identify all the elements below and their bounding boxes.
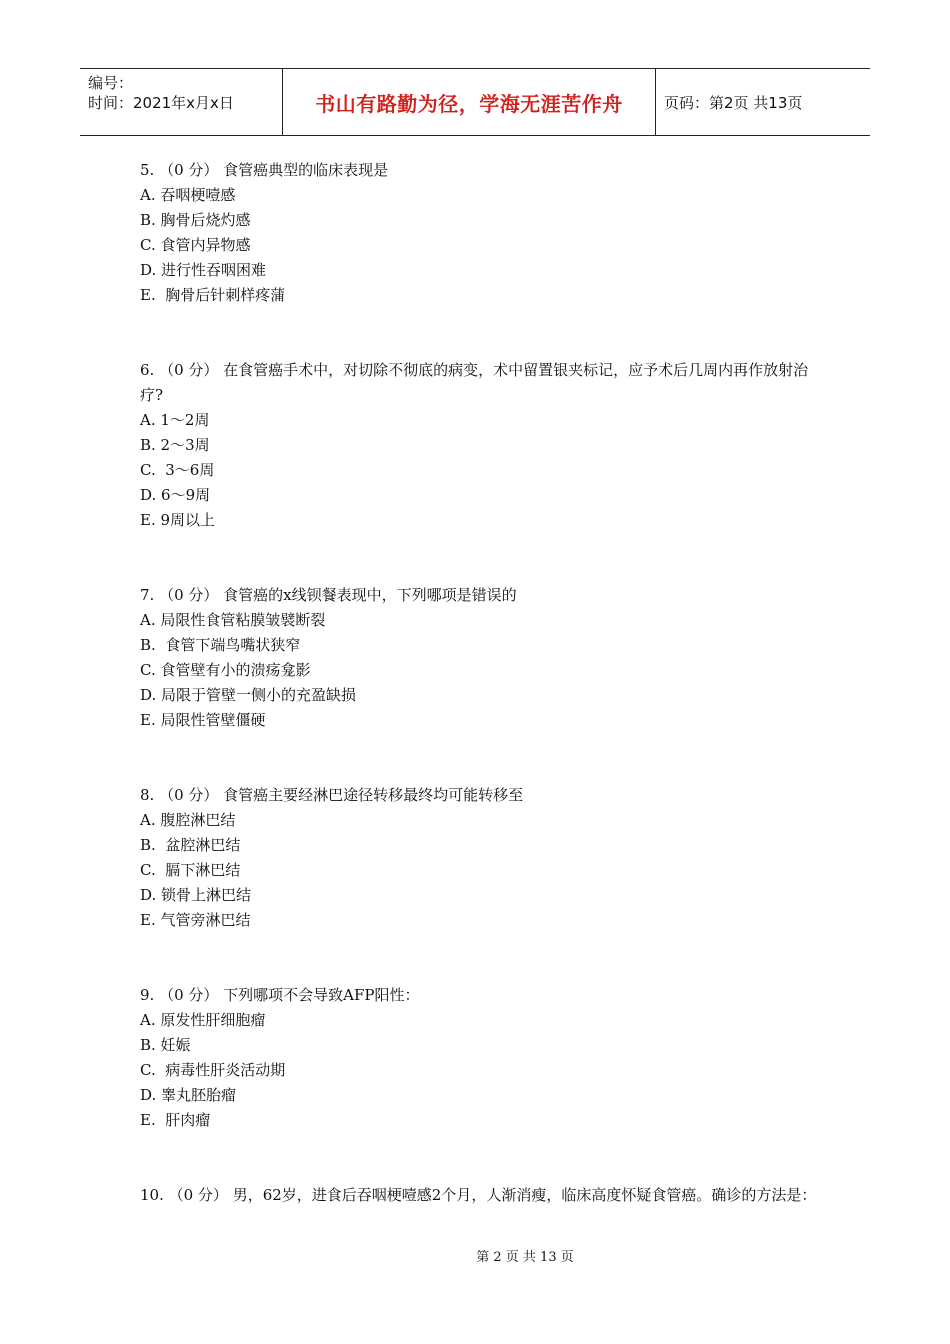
page-footer: 第 2 页 共 13 页 [476, 1250, 574, 1265]
question-9 [140, 983, 820, 1133]
option-e: E. 9周以上 [140, 511, 216, 529]
option-a: A. 1～2周 [140, 411, 210, 429]
option-c: C. 3～6周 [140, 461, 215, 479]
option-d: D. 进行性吞咽困难 [140, 261, 267, 279]
option-b: B. 胸骨后烧灼感 [140, 211, 251, 229]
header-meta [80, 69, 282, 135]
option-d: D. 6～9周 [140, 486, 211, 504]
question-list [140, 158, 820, 1258]
option-b: B. 妊娠 [140, 1036, 191, 1054]
header-motto: 书山有路勤为径，学海无涯苦作舟 [282, 69, 656, 135]
option-b: B. 盆腔淋巴结 [140, 836, 241, 854]
question-6 [140, 358, 820, 533]
option-c: C. 食管内异物感 [140, 236, 251, 254]
question-10 [140, 1183, 820, 1208]
option-c: C. 食管壁有小的溃疡龛影 [140, 661, 311, 679]
option-b: B. 食管下端鸟嘴状狭窄 [140, 636, 301, 654]
page-header [80, 68, 870, 136]
option-b: B. 2～3周 [140, 436, 210, 454]
option-c: C. 膈下淋巴结 [140, 861, 241, 879]
question-5 [140, 158, 820, 308]
question-8 [140, 783, 820, 933]
question-text: 10. （0 分） 男，62岁，进食后吞咽梗噎感2个月，人渐消瘦，临床高度怀疑食管癌。确诊的方法是： [140, 1186, 817, 1204]
question-text: 7. （0 分） 食管癌的x线钡餐表现中，下列哪项是错误的 [140, 586, 517, 604]
header-page-number: 页码：第2页 共13页 [664, 93, 803, 112]
question-7 [140, 583, 820, 733]
question-text: 8. （0 分） 食管癌主要经淋巴途径转移最终均可能转移至 [140, 786, 524, 804]
option-e: E. 肝肉瘤 [140, 1111, 211, 1129]
option-d: D. 锁骨上淋巴结 [140, 886, 252, 904]
option-e: E. 气管旁淋巴结 [140, 911, 251, 929]
question-text: 6. （0 分） 在食管癌手术中，对切除不彻底的病变，术中留置银夹标记，应予术后几周内再作放射治疗? [140, 361, 809, 404]
option-e: E. 局限性管壁僵硬 [140, 711, 266, 729]
document-number-label: 编号： [88, 74, 134, 92]
option-a: A. 腹腔淋巴结 [140, 811, 236, 829]
option-d: D. 睾丸胚胎瘤 [140, 1086, 237, 1104]
question-text: 5. （0 分） 食管癌典型的临床表现是 [140, 161, 389, 179]
option-e: E. 胸骨后针刺样疼蒲 [140, 286, 286, 304]
option-a: A. 原发性肝细胞瘤 [140, 1011, 266, 1029]
option-a: A. 吞咽梗噎感 [140, 186, 236, 204]
option-c: C. 病毒性肝炎活动期 [140, 1061, 286, 1079]
option-d: D. 局限于管壁一侧小的充盈缺损 [140, 686, 357, 704]
question-text: 9. （0 分） 下列哪项不会导致AFP阳性： [140, 986, 420, 1004]
document-time-label: 时间：2021年x月x日 [88, 94, 234, 112]
option-a: A. 局限性食管粘膜皱襞断裂 [140, 611, 326, 629]
